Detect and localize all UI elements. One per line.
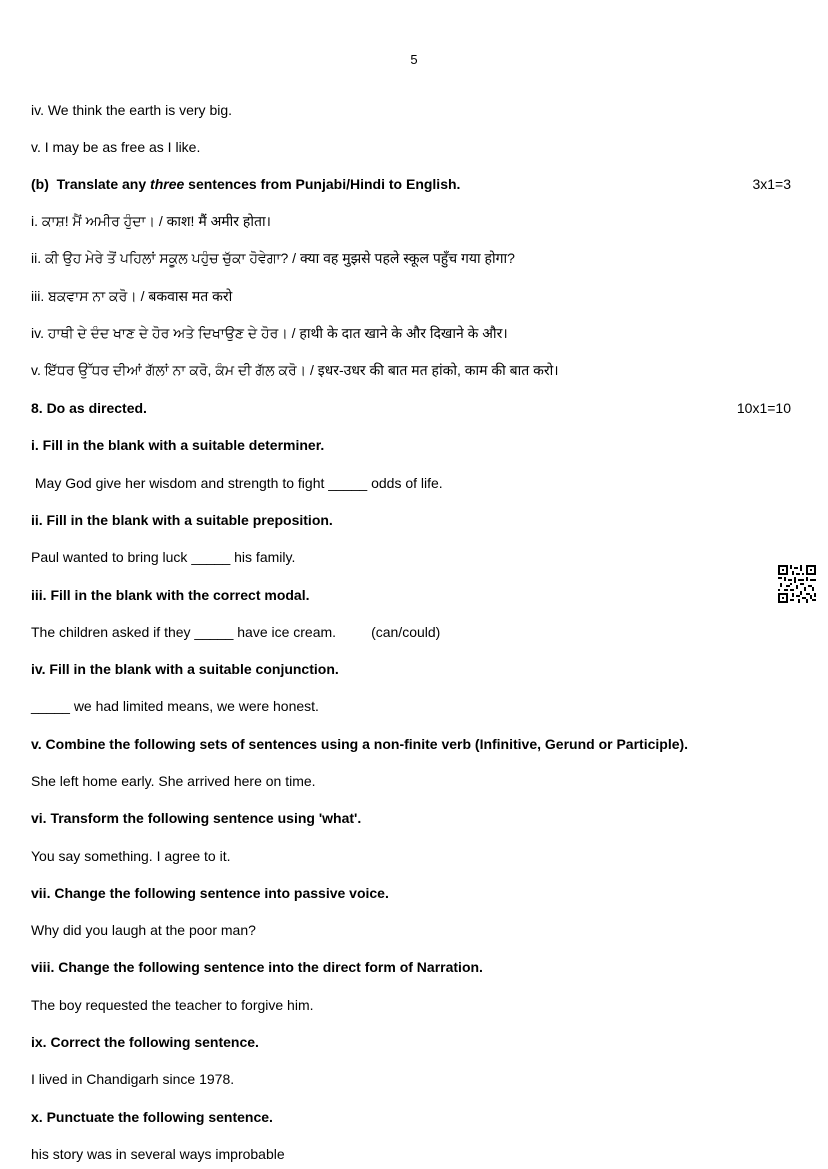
section-b-heading [31, 175, 791, 193]
section-b-suffix: sentences from Punjabi/Hindi to English. [184, 176, 461, 192]
q8-text-ii: Paul wanted to bring luck _____ his family. [31, 549, 296, 565]
q8-instruction-vi: vi. Transform the following sentence using 'what'. [31, 810, 362, 826]
page-number: 5 [410, 52, 418, 67]
q8-text-iii: The children asked if they _____ have ice cream. (can/could) [31, 624, 441, 640]
q8-instruction-i: i. Fill in the blank with a suitable determiner. [31, 437, 325, 453]
q8-text-viii: The boy requested the teacher to forgive him. [31, 997, 314, 1013]
q8-instruction-v: v. Combine the following sets of sentences using a non-finite verb (Infinitive, Gerund or Participle). [31, 736, 689, 752]
translate-item-iii: iii. ਬਕਵਾਸ ਨਾ ਕਰੋ। / बकवास मत करो [31, 288, 233, 304]
q8-instruction-x: x. Punctuate the following sentence. [31, 1109, 273, 1125]
q8-text-v: She left home early. She arrived here on time. [31, 773, 316, 789]
prev-item-v: v. I may be as free as I like. [31, 139, 201, 155]
prev-item-iv: iv. We think the earth is very big. [31, 102, 233, 118]
q8-text-iv: _____ we had limited means, we were honest. [31, 698, 319, 714]
translate-item-v: v. ਇੱਧਰ ਉੱਧਰ ਦੀਆਂ ਗੱਲਾਂ ਨਾ ਕਰੋ, ਕੰਮ ਦੀ ਗੱਲ ਕਰੋ। / इधर-उधर की बात मत हांको, काम की बात करो। [31, 362, 559, 378]
q8-instruction-iii: iii. Fill in the blank with the correct modal. [31, 587, 310, 603]
q8-heading [31, 399, 791, 417]
section-b-marks: 3x1=3 [752, 176, 791, 192]
q8-text-x: his story was in several ways improbable [31, 1146, 285, 1162]
translate-item-ii: ii. ਕੀ ਉਹ ਮੇਰੇ ਤੋਂ ਪਹਿਲਾਂ ਸਕੂਲ ਪਹੁੰਚ ਚੁੱਕਾ ਹੋਵੇਗਾ? / क्या वह मुझसे पहले स्कूल पहुँच गया होगा? [31, 250, 515, 266]
q8-instruction-ii: ii. Fill in the blank with a suitable preposition. [31, 512, 333, 528]
translate-item-i: i. ਕਾਸ਼! ਮੈਂ ਅਮੀਰ ਹੁੰਦਾ। / काश! मैं अमीर होता। [31, 213, 271, 229]
q8-instruction-viii: viii. Change the following sentence into the direct form of Narration. [31, 959, 483, 975]
q8-text-vii: Why did you laugh at the poor man? [31, 922, 256, 938]
q8-instruction-ix: ix. Correct the following sentence. [31, 1034, 259, 1050]
section-b-prefix: (b) Translate any [31, 176, 151, 192]
q8-title: 8. Do as directed. [31, 400, 147, 416]
q8-marks: 10x1=10 [736, 400, 791, 416]
qr-code-icon [778, 565, 816, 603]
q8-text-i: May God give her wisdom and strength to fight _____ odds of life. [31, 475, 443, 491]
q8-text-ix: I lived in Chandigarh since 1978. [31, 1071, 235, 1087]
translate-item-iv: iv. ਹਾਥੀ ਦੇ ਦੰਦ ਖਾਣ ਦੇ ਹੋਰ ਅਤੇ ਦਿਖਾਉਣ ਦੇ ਹੋਰ। / हाथी के दात खाने के और दिखाने के और। [31, 325, 508, 341]
section-b-emphasis: three [150, 176, 185, 192]
q8-instruction-iv: iv. Fill in the blank with a suitable conjunction. [31, 661, 339, 677]
q8-instruction-vii: vii. Change the following sentence into passive voice. [31, 885, 389, 901]
q8-text-vi: You say something. I agree to it. [31, 848, 231, 864]
